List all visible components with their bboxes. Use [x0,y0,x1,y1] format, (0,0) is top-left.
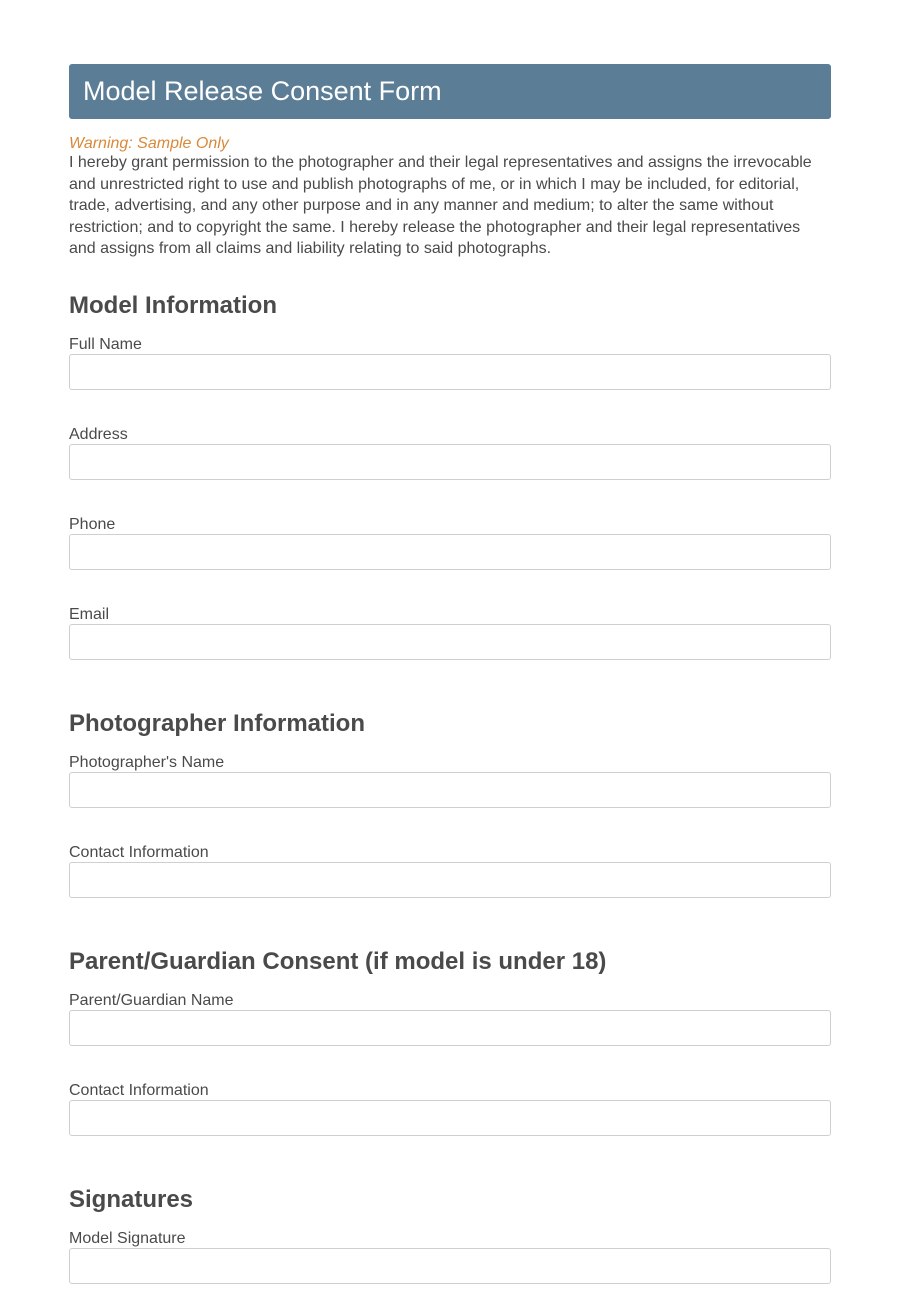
model-signature-label: Model Signature [69,1230,186,1247]
page-title: Model Release Consent Form [83,76,442,106]
address-input[interactable] [69,444,831,480]
guardian-contact-label: Contact Information [69,1082,209,1099]
section-heading-photographer-information: Photographer Information [69,710,365,737]
phone-label: Phone [69,516,116,533]
section-heading-guardian-consent: Parent/Guardian Consent (if model is under 18) [69,948,607,975]
full-name-input[interactable] [69,354,831,390]
full-name-label: Full Name [69,336,142,353]
photographer-contact-input[interactable] [69,862,831,898]
photographer-contact-label: Contact Information [69,844,209,861]
guardian-name-input[interactable] [69,1010,831,1046]
guardian-contact-input[interactable] [69,1100,831,1136]
email-input[interactable] [69,624,831,660]
phone-input[interactable] [69,534,831,570]
email-label: Email [69,606,110,623]
photographer-name-input[interactable] [69,772,831,808]
header-bar [69,64,831,119]
section-heading-model-information: Model Information [69,292,277,319]
model-signature-input[interactable] [69,1248,831,1284]
consent-text: I hereby grant permission to the photographer and their legal representatives and assigns the irrevocable and unrestricted right to use and publish photographs of me, or in which I may be included, for editorial, trade, advertising, and any other purpose and in any manner and medium; to alter the same without restriction; and to copyright the same. I hereby release the photographer and their legal representatives and assigns from all claims and liability relating to said photographs. [69,154,812,257]
photographer-name-label: Photographer's Name [69,754,225,771]
section-heading-signatures: Signatures [69,1186,194,1213]
guardian-name-label: Parent/Guardian Name [69,992,234,1009]
warning-notice: Warning: Sample Only [69,135,229,152]
address-label: Address [69,426,128,443]
